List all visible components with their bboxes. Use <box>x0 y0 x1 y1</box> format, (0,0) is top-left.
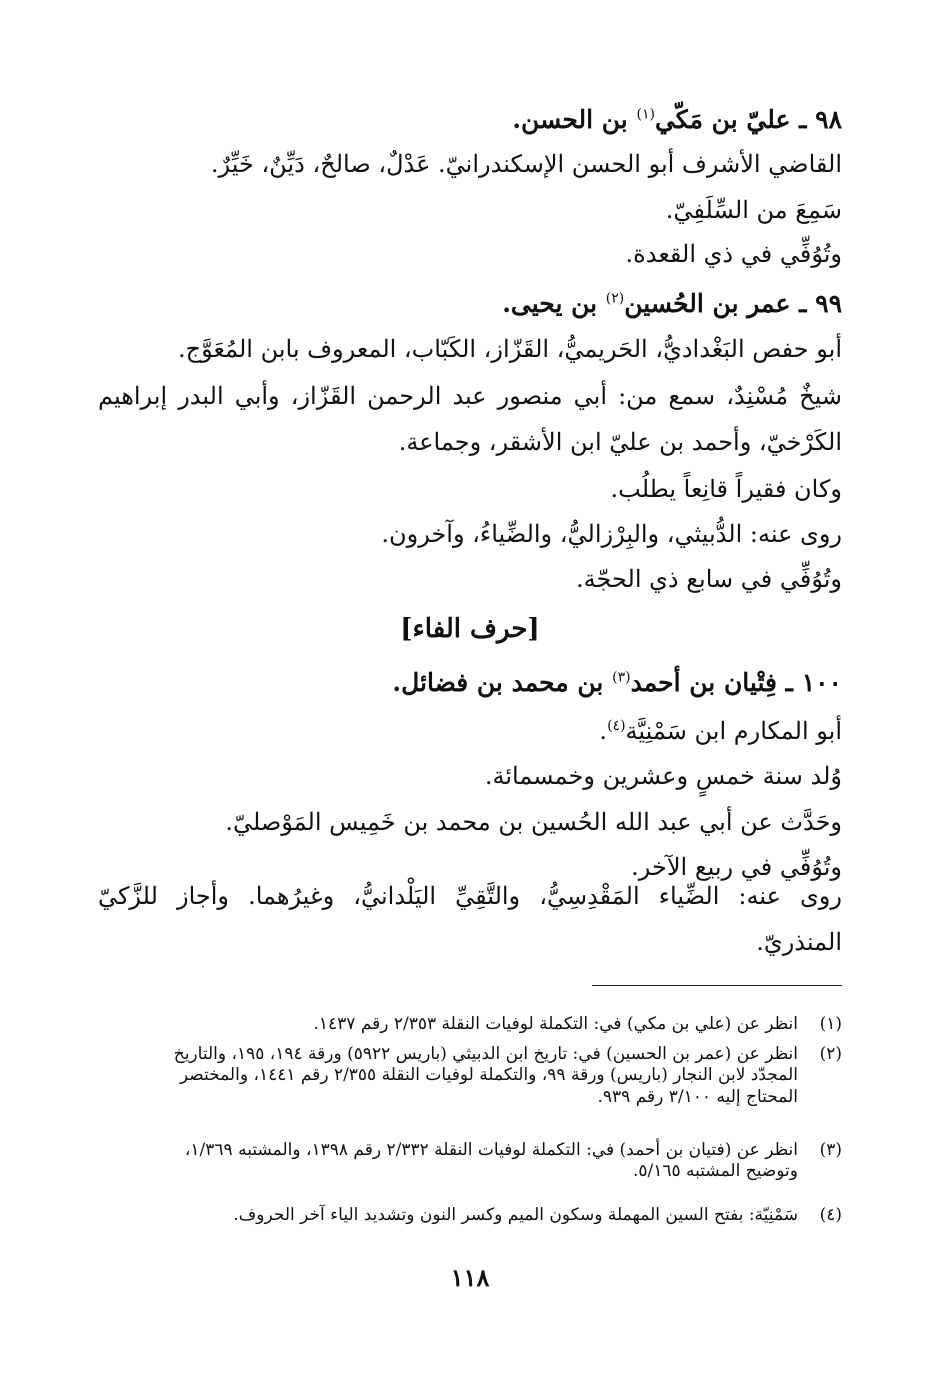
section-title: [حرف الفاء] <box>400 614 540 644</box>
footnote-line: انظر عن (فتيان بن أحمد) في: التكملة لوفيات النقلة ٢/٣٣٢ رقم ١٣٩٨، والمشتبه ١/٣٦٩، <box>184 1140 798 1160</box>
entry-99-line-6: وتُوُفِّي في سابع ذي الحجّة. <box>576 565 842 593</box>
entry-99-heading: ٩٩ ـ عمر بن الحُسين$^{(٢)}$ بن يحيى. <box>502 289 842 318</box>
footnote-ref-1[interactable]: (١) <box>636 106 655 123</box>
footnote-line: سَمْنِيّة: بفتح السين المهملة وسكون الميم وكسر النون وتشديد الياء آخر الحروف. <box>233 1205 798 1225</box>
entry-98-heading: ٩٨ ـ عليّ بن مَكّي$^{(١)}$ بن الحسن. <box>512 105 842 134</box>
page-number: ١١٨ <box>450 1263 490 1292</box>
entry-100-line-3: وحَدَّث عن أبي عبد الله الحُسين بن محمد بن خَمِيس المَوْصليّ. <box>225 808 842 836</box>
footnote-ref-2[interactable]: (٢) <box>605 290 625 307</box>
footnote-4 <box>98 1205 842 1226</box>
footnote-line: وتوضيح المشتبه ٥/١٦٥. <box>632 1161 798 1182</box>
entry-98-line-2: سَمِعَ من السِّلَفِيّ. <box>665 196 842 224</box>
entry-98-line-1: القاضي الأشرف أبو الحسن الإسكندرانيّ. عَدْلٌ، صالحٌ، دَيِّنٌ، خَيِّرٌ. <box>210 150 842 178</box>
entry-99-line-2: شيخٌ مُسْنِدٌ، سمع من: أبي منصور عبد الرحمن القَزّاز، وأبي البدر إبراهيم <box>98 382 842 410</box>
footnote-line: انظر عن (علي بن مكي) في: التكملة لوفيات النقلة ٢/٣٥٣ رقم ١٤٣٧. <box>313 1014 798 1034</box>
footnote-number: (١) <box>819 1014 842 1034</box>
entry-100-line-1: أبو المكارم ابن سَمْنِيَّة$^{(٤)}$. <box>599 717 842 745</box>
entry-99-line-1: أبو حفص البَغْداديُّ، الحَريميُّ، القَزّاز، الكَبّاب، المعروف بابن المُعَوَّج. <box>178 335 842 363</box>
footnote-separator <box>592 985 842 986</box>
footnote-number: (٣) <box>819 1140 842 1160</box>
entry-100-line-6: المنذريّ. <box>756 928 842 956</box>
entry-98-line-3: وتُوُفِّي في ذي القعدة. <box>625 240 842 268</box>
footnote-ref-4[interactable]: (٤) <box>607 718 626 734</box>
entry-100-line-2: وُلد سنة خمسٍ وعشرين وخمسمائة. <box>484 762 842 790</box>
entry-100-line-4: وتُوُفِّي في ربيع الآخر. <box>631 853 842 881</box>
entry-100-heading: ١٠٠ ـ فِتْيان بن أحمد$^{(٣)}$ بن محمد بن فضائل. <box>392 668 842 697</box>
footnote-3 <box>98 1140 842 1183</box>
entry-100-line-5: روى عنه: الضِّياء المَقْدِسِيُّ، والتَّقِيِّ اليَلْدانيُّ، وغيرُهما. وأجاز للزَّكيّ <box>98 882 842 910</box>
entry-99-line-5: روى عنه: الدُّبيثي، والبِرْزاليُّ، والضِّياءُ، وآخرون. <box>381 520 842 548</box>
entry-99-line-4: وكان فقيراً قانِعاً يطلُب. <box>610 475 842 503</box>
footnote-line: انظر عن (عمر بن الحسين) في: تاريخ ابن الدبيثي (باريس ٥٩٢٢) ورقة ١٩٤، ١٩٥، والتاريخ <box>173 1044 798 1064</box>
footnote-1 <box>98 1014 842 1035</box>
footnote-ref-3[interactable]: (٣) <box>612 669 631 686</box>
footnote-line: المحتاج إليه ٣/١٠٠ رقم ٩٣٩. <box>597 1086 798 1107</box>
entry-99-line-3: الكَرْخيّ، وأحمد بن عليّ ابن الأشقر، وجماعة. <box>398 428 842 456</box>
footnote-line: المجدّد لابن النجار (باريس) ورقة ٩٩، والتكملة لوفيات النقلة ٢/٣٥٥ رقم ١٤٤١، والمختصر <box>179 1065 798 1086</box>
footnote-number: (٤) <box>819 1205 842 1225</box>
footnote-number: (٢) <box>819 1044 842 1064</box>
footnote-2 <box>98 1044 842 1108</box>
